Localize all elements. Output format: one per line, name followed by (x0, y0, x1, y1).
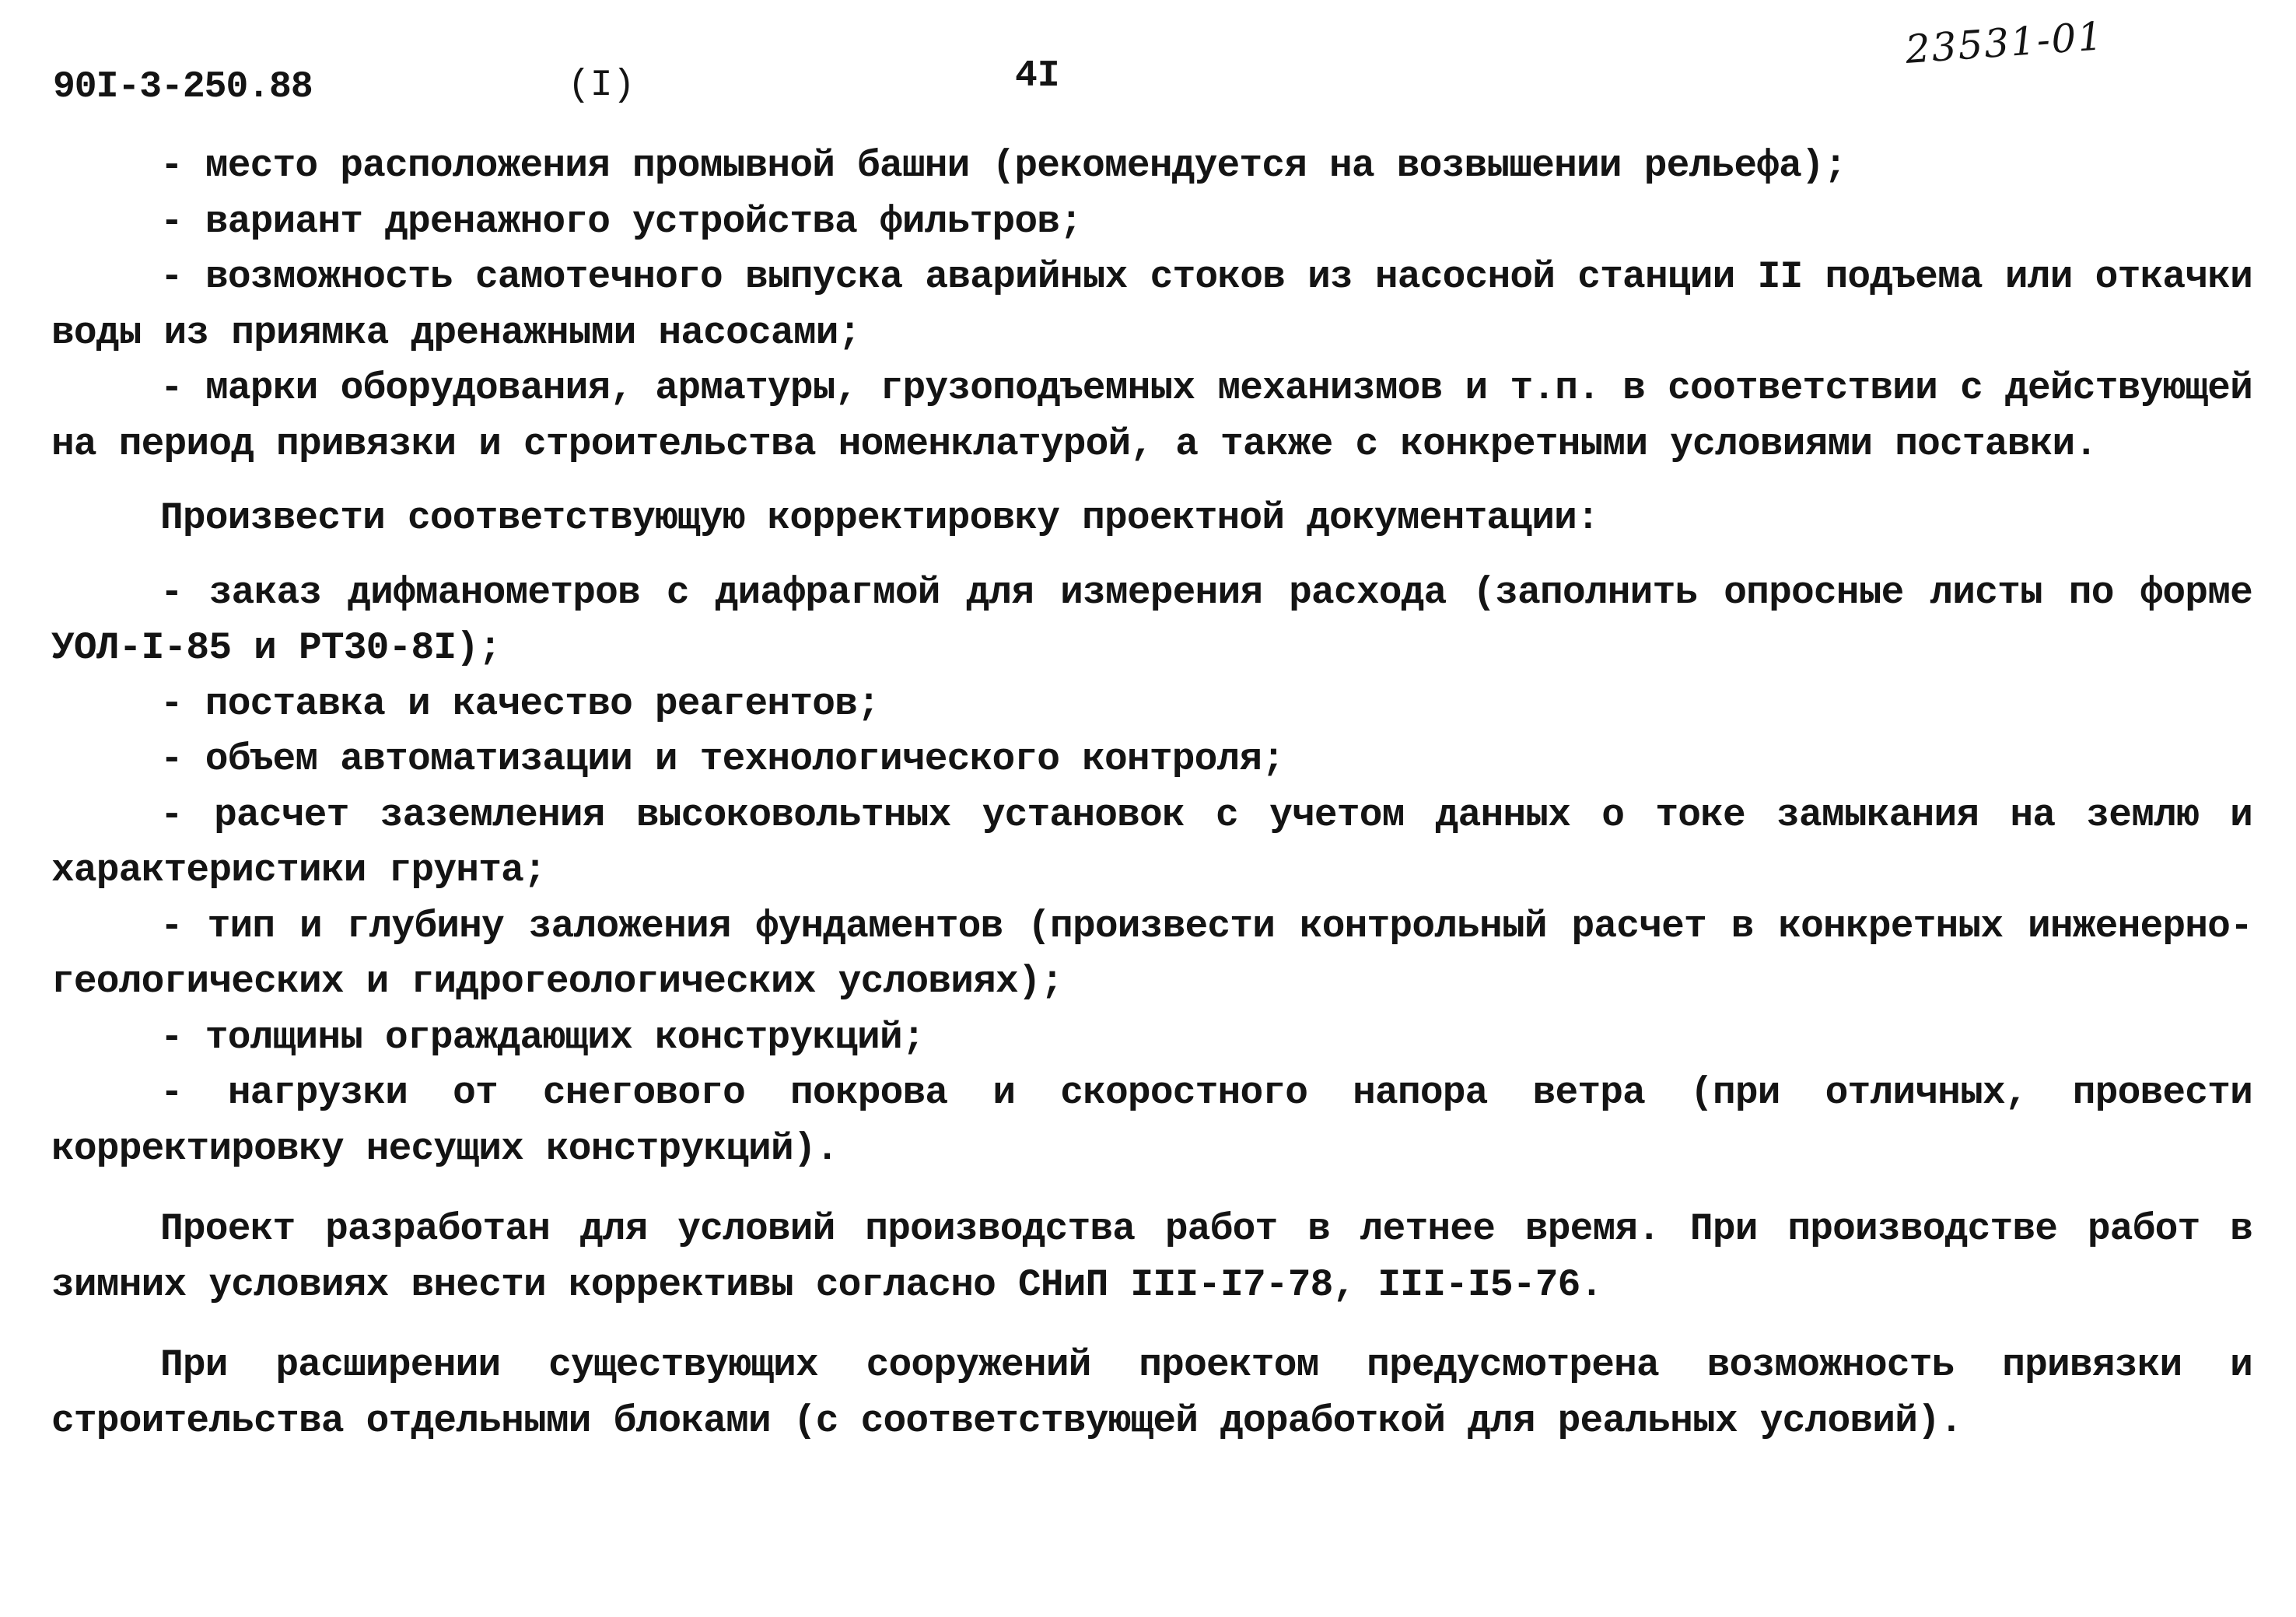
paragraph-item: - вариант дренажного устройства фильтров; (160, 199, 1083, 243)
paragraph-text: Проект разработан для условий производства работ в летнее время. При производстве работ в зимних условиях внести коррективы согласно СНиП III-I7-78, III-I5-76. (51, 1207, 2252, 1307)
paragraph-heading: Произвести соответствующую корректировку проектной документации: (160, 496, 1599, 540)
paragraph-item: - поставка и качество реагентов; (160, 681, 880, 726)
paragraph-item: - заказ дифманометров с диафрагмой для измерения расхода (заполнить опросные листы по форме УОЛ-I-85 и РТ30-8I); (51, 570, 2252, 670)
paragraph-item: - толщины ограждающих конструкций; (160, 1015, 925, 1059)
paragraph-item: - место расположения промывной башни (рекомендуется на возвышении рельефа); (160, 144, 1846, 187)
document-code: 90I-3-250.88 (53, 66, 313, 108)
page-number: 4I (1015, 55, 1060, 97)
paragraph-item: - марки оборудования, арматуры, грузоподъемных механизмов и т.п. в соответствии с действующей на период привязки и строительства номенклатурой, а также с конкретными условиями поставки. (51, 366, 2252, 466)
paragraph-item: - нагрузки от снегового покрова и скоростного напора ветра (при отличных, провести корректировку несущих конструкций). (51, 1071, 2252, 1171)
paragraph-item: - возможность самотечного выпуска аварийных стоков из насосной станции II подъема или откачки воды из приямка дренажными насосами; (51, 255, 2252, 355)
paragraph-item: - расчет заземления высоковольтных установок с учетом данных о токе замыкания на землю и характеристики грунта; (51, 793, 2252, 892)
handwritten-inventory-number: 23531-01 (1903, 13, 2105, 72)
part-number: (I) (568, 65, 635, 107)
paragraph-item: - объем автоматизации и технологического контроля; (160, 737, 1285, 781)
paragraph-text: При расширении существующих сооружений проектом предусмотрена возможность привязки и строительства отдельными блоками (с соответствующей доработкой для реальных условий). (51, 1343, 2252, 1443)
paragraph-item: - тип и глубину заложения фундаментов (произвести контрольный расчет в конкретных инженерно-геологических и гидрогеологических условиях); (51, 904, 2252, 1003)
document-body (51, 138, 2252, 1449)
